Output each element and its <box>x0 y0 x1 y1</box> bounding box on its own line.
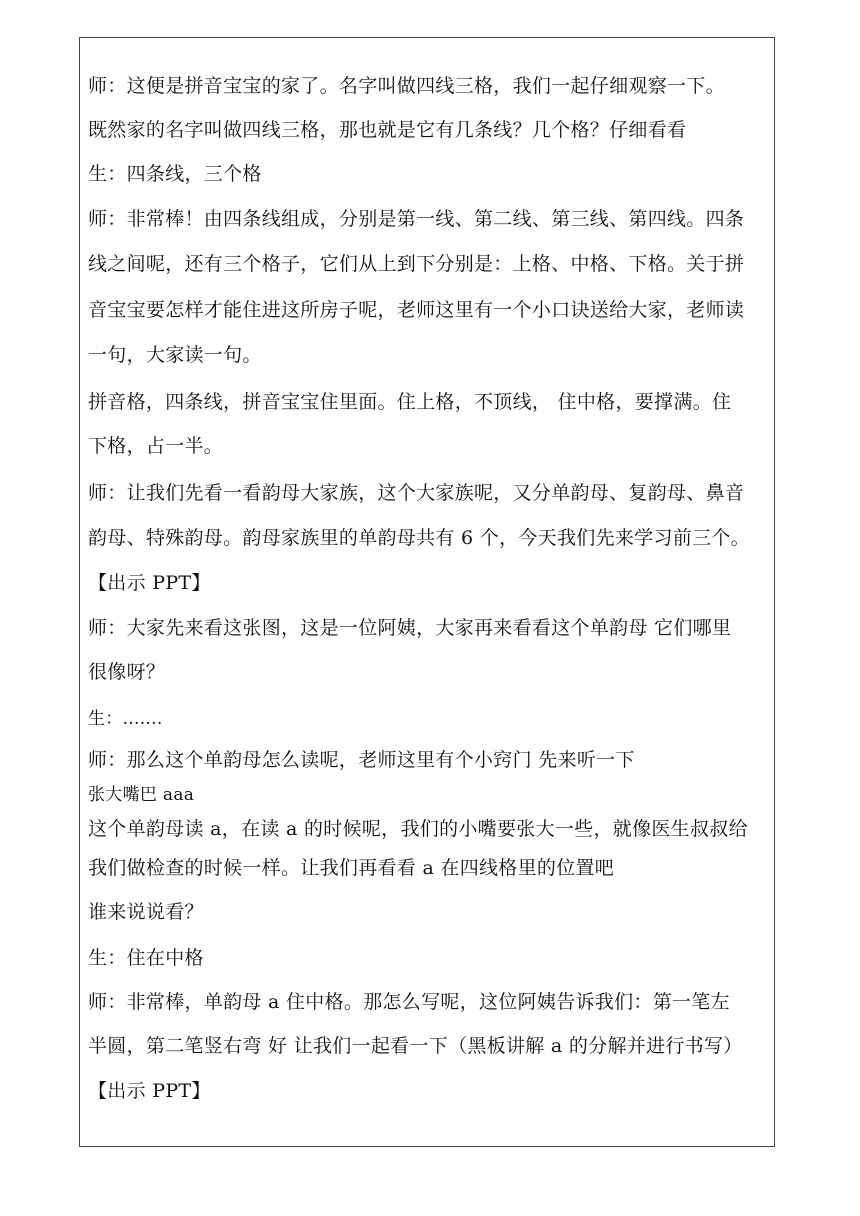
text-line: 谁来说说看？ <box>88 901 204 923</box>
text-line: 下格，占一半。 <box>88 435 224 457</box>
text-line: 既然家的名字叫做四线三格，那也就是它有几条线？几个格？仔细看看 <box>88 119 687 141</box>
text-line: 生：....... <box>88 709 163 729</box>
text-line: 我们做检查的时候一样。让我们再看看 a 在四线格里的位置吧 <box>88 857 615 879</box>
text-line: 师：大家先来看这张图，这是一位阿姨，大家再来看看这个单韵母 它们哪里 <box>88 617 732 639</box>
text-line: 这个单韵母读 a，在读 a 的时候呢，我们的小嘴要张大一些，就像医生叔叔给 <box>88 818 748 840</box>
text-line: 一句，大家读一句。 <box>88 344 262 366</box>
text-line: 师：让我们先看一看韵母大家族，这个大家族呢，又分单韵母、复韵母、鼻音 <box>88 482 745 504</box>
text-line: 师：非常棒！由四条线组成，分别是第一线、第二线、第三线、第四线。四条 <box>88 208 745 230</box>
text-line: 韵母、特殊韵母。韵母家族里的单韵母共有 6 个，今天我们先来学习前三个。 <box>88 527 750 549</box>
text-line: 半圆，第二笔竖右弯 好 让我们一起看一下（黑板讲解 a 的分解并进行书写） <box>88 1035 743 1057</box>
text-line: 【出示 PPT】 <box>88 572 211 594</box>
text-line: 师：那么这个单韵母怎么读呢，老师这里有个小窍门 先来听一下 <box>88 749 635 771</box>
text-line: 很像呀？ <box>88 661 166 683</box>
text-line: 生：四条线，三个格 <box>88 163 262 185</box>
text-line: 音宝宝要怎样才能住进这所房子呢，老师这里有一个小口诀送给大家，老师读 <box>88 299 745 321</box>
text-line: 【出示 PPT】 <box>88 1080 211 1102</box>
text-line: 师：非常棒，单韵母 a 住中格。那怎么写呢，这位阿姨告诉我们：第一笔左 <box>88 991 730 1013</box>
text-line: 生：住在中格 <box>88 947 204 969</box>
text-line: 线之间呢，还有三个格子，它们从上到下分别是：上格、中格、下格。关于拼 <box>88 253 745 275</box>
text-line: 张大嘴巴 aaa <box>88 785 195 805</box>
text-line: 师：这便是拼音宝宝的家了。名字叫做四线三格，我们一起仔细观察一下。 <box>88 75 725 97</box>
text-line: 拼音格，四条线，拼音宝宝住里面。住上格，不顶线， 住中格，要撑满。住 <box>88 391 732 413</box>
